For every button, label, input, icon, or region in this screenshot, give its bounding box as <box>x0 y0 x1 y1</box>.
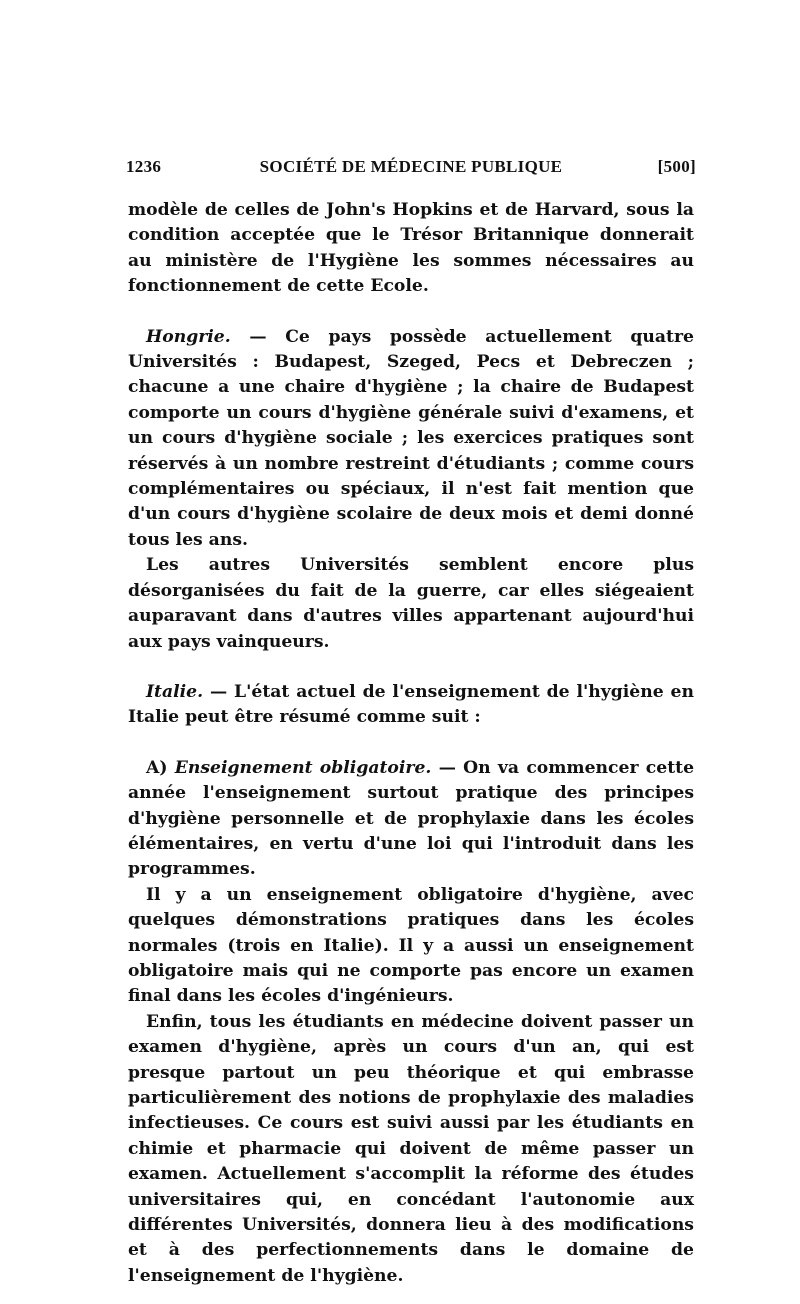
section-label-hongrie: Hongrie. <box>146 326 231 347</box>
paragraph-text: Enfin, tous les étudiants en médecine doivent passer un examen d'hygiène, après un cours d'un an, qui est presque partout un peu théorique et qui embrasse particulièrement des notions de prophylaxie des maladies infectieuses. Ce cours est suivi aussi par les étudiants en chimie et pharmacie qui doivent de même passer un examen. Actuellement s'accomplit la réforme des études universitaires qui, en concédant l'autonomie aux différentes Universités, donnera lieu à des modifications et à des perfectionnements dans le domaine de l'enseignement de l'hygiène. <box>128 1011 694 1286</box>
paragraph-text: — On va commencer cette année l'enseignement surtout pratique des principes d'hygiène personnelle et de prophylaxie dans les écoles élémentaires, en vertu d'une loi qui l'introduit dans les programmes. <box>128 757 695 880</box>
paragraph-etudiants-medecine <box>128 1010 694 1289</box>
page-number: 1236 <box>126 157 162 176</box>
paragraph-text: modèle de celles de John's Hopkins et de Harvard, sous la condition acceptée que le Trésor Britannique donnerait au ministère de l'Hygiène les sommes nécessaires au fonctionnement de cette Ecole. <box>128 200 694 297</box>
section-label-enseignement: Enseignement obligatoire. <box>174 757 432 778</box>
paragraph-text: — L'état actuel de l'enseignement de l'hygiène en Italie peut être résumé comme suit : <box>128 681 694 728</box>
paragraph-text: Les autres Universités semblent encore plus désorganisées du fait de la guerre, car elles siégeaient auparavant dans d'autres villes appartenant aujourd'hui aux pays vainqueurs. <box>128 555 694 652</box>
paragraph-text: Il y a un enseignement obligatoire d'hygiène, avec quelques démonstrations pratiques dans les écoles normales (trois en Italie). Il y a aussi un enseignement obligatoire mais qui ne comporte pas encore un examen final dans les écoles d'ingénieurs. <box>128 884 694 1007</box>
paragraph-text: — Ce pays possède actuellement quatre Universités : Budapest, Szeged, Pecs et Debreczen ; chacune a une chaire d'hygiène ; la chaire de Budapest comporte un cours d'hygiène générale suivi d'examens, et un cours d'hygiène sociale ; les exercices pratiques sont réservés à un nombre restreint d'étudiants ; comme cours complémentaires ou spéciaux, il n'est fait mention que d'un cours d'hygiène scolaire de deux mois et demi donné tous les ans. <box>128 326 694 550</box>
running-header <box>126 157 696 181</box>
paragraph-other-universities <box>128 553 694 655</box>
paragraph-italie <box>128 680 694 731</box>
paragraph-ecoles-normales <box>128 883 694 1010</box>
paragraph-hongrie <box>128 325 694 554</box>
paragraph-enseignement-obligatoire <box>128 756 694 883</box>
section-label-italie: Italie. <box>146 681 204 702</box>
running-title: SOCIÉTÉ DE MÉDECINE PUBLIQUE <box>259 157 563 176</box>
list-marker: A) <box>146 757 175 778</box>
paragraph-continuation <box>128 198 694 300</box>
body-text <box>128 198 694 1289</box>
bracket-page-number: [500] <box>657 157 696 176</box>
